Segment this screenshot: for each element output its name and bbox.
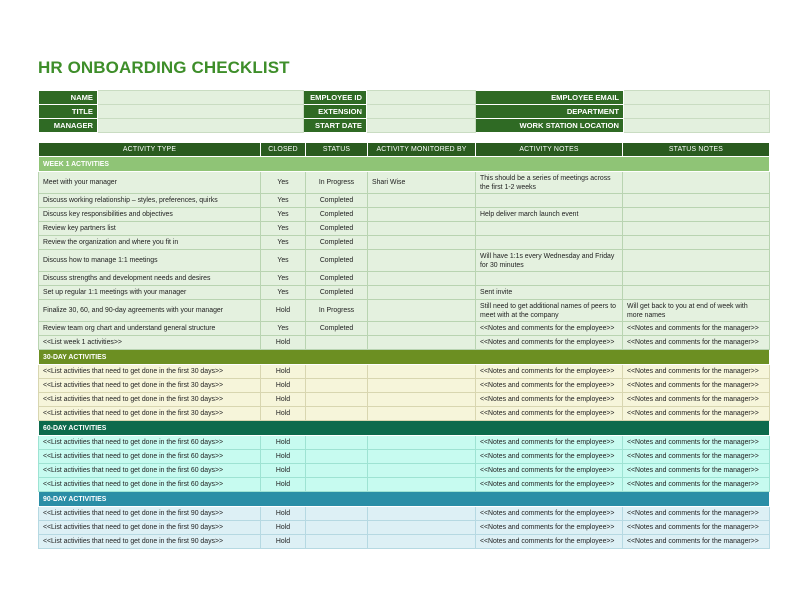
status-cell[interactable]: Completed [306, 272, 368, 286]
activity-notes-cell[interactable]: <<Notes and comments for the employee>> [476, 393, 623, 407]
table-row [39, 535, 770, 549]
status-notes-cell[interactable] [623, 222, 770, 236]
status-notes-cell[interactable]: <<Notes and comments for the manager>> [623, 521, 770, 535]
table-row [39, 300, 770, 322]
status-notes-cell[interactable] [623, 286, 770, 300]
table-row [39, 450, 770, 464]
status-cell[interactable] [306, 464, 368, 478]
activity-notes-cell[interactable]: <<Notes and comments for the employee>> [476, 478, 623, 492]
closed-cell[interactable]: Hold [261, 436, 306, 450]
closed-cell[interactable]: Hold [261, 300, 306, 322]
status-cell[interactable]: Completed [306, 222, 368, 236]
status-cell[interactable]: Completed [306, 208, 368, 222]
monitored-by-cell[interactable] [368, 300, 476, 322]
activity-cell[interactable]: Review team org chart and understand general structure [39, 322, 261, 336]
closed-cell[interactable]: Yes [261, 194, 306, 208]
status-notes-cell[interactable] [623, 172, 770, 194]
activity-cell[interactable]: Discuss working relationship – styles, preferences, quirks [39, 194, 261, 208]
status-notes-cell[interactable]: <<Notes and comments for the manager>> [623, 436, 770, 450]
activity-table [38, 142, 770, 549]
status-cell[interactable]: In Progress [306, 300, 368, 322]
status-notes-cell[interactable]: <<Notes and comments for the manager>> [623, 365, 770, 379]
table-row [39, 250, 770, 272]
table-row [39, 436, 770, 450]
monitored-by-cell[interactable] [368, 436, 476, 450]
closed-cell[interactable]: Hold [261, 336, 306, 350]
table-row [39, 236, 770, 250]
status-notes-cell[interactable]: <<Notes and comments for the manager>> [623, 535, 770, 549]
page-title: HR ONBOARDING CHECKLIST [38, 58, 290, 77]
table-row [39, 507, 770, 521]
table-row [39, 286, 770, 300]
table-row [39, 478, 770, 492]
activity-cell[interactable]: Discuss key responsibilities and objectives [39, 208, 261, 222]
closed-cell[interactable]: Hold [261, 379, 306, 393]
manager-field[interactable] [98, 119, 304, 133]
status-notes-cell[interactable]: <<Notes and comments for the manager>> [623, 478, 770, 492]
activity-notes-cell[interactable]: Will have 1:1s every Wednesday and Friday for 30 minutes [476, 250, 623, 272]
start-date-field[interactable] [367, 119, 476, 133]
activity-cell[interactable]: Review the organization and where you fit in [39, 236, 261, 250]
activity-cell[interactable]: <<List activities that need to get done in the first 90 days>> [39, 535, 261, 549]
activity-cell[interactable]: <<List activities that need to get done in the first 30 days>> [39, 407, 261, 421]
activity-notes-cell[interactable]: This should be a series of meetings across the first 1-2 weeks [476, 172, 623, 194]
status-cell[interactable] [306, 436, 368, 450]
status-cell[interactable] [306, 407, 368, 421]
table-row [39, 272, 770, 286]
activity-notes-cell[interactable] [476, 236, 623, 250]
activity-cell[interactable]: Finalize 30, 60, and 90-day agreements with your manager [39, 300, 261, 322]
closed-cell[interactable]: Hold [261, 464, 306, 478]
employee-email-field[interactable] [624, 91, 770, 105]
status-notes-cell[interactable]: <<Notes and comments for the manager>> [623, 393, 770, 407]
status-notes-cell[interactable]: Will get back to you at end of week with more names [623, 300, 770, 322]
status-cell[interactable] [306, 478, 368, 492]
col-status-notes: STATUS NOTES [623, 143, 770, 157]
title-label: TITLE [39, 105, 98, 119]
activity-cell[interactable]: <<List activities that need to get done in the first 60 days>> [39, 450, 261, 464]
activity-notes-cell[interactable] [476, 194, 623, 208]
activity-cell[interactable]: Review key partners list [39, 222, 261, 236]
activity-notes-cell[interactable]: <<Notes and comments for the employee>> [476, 464, 623, 478]
manager-label: MANAGER [39, 119, 98, 133]
col-closed: CLOSED [261, 143, 306, 157]
monitored-by-cell[interactable]: Shari Wise [368, 172, 476, 194]
status-notes-cell[interactable] [623, 250, 770, 272]
start-date-label: START DATE [304, 119, 367, 133]
name-label: NAME [39, 91, 98, 105]
status-cell[interactable] [306, 393, 368, 407]
col-activity-type: ACTIVITY TYPE [39, 143, 261, 157]
table-body [39, 157, 770, 549]
employee-info-grid [38, 90, 770, 133]
status-cell[interactable] [306, 379, 368, 393]
section-header [39, 421, 770, 436]
monitored-by-cell[interactable] [368, 336, 476, 350]
activity-notes-cell[interactable]: <<Notes and comments for the employee>> [476, 365, 623, 379]
activity-cell[interactable]: <<List activities that need to get done in the first 90 days>> [39, 521, 261, 535]
monitored-by-cell[interactable] [368, 464, 476, 478]
extension-field[interactable] [367, 105, 476, 119]
col-activity-notes: ACTIVITY NOTES [476, 143, 623, 157]
table-row [39, 393, 770, 407]
closed-cell[interactable]: Yes [261, 222, 306, 236]
status-notes-cell[interactable]: <<Notes and comments for the manager>> [623, 407, 770, 421]
closed-cell[interactable]: Yes [261, 286, 306, 300]
activity-cell[interactable]: <<List activities that need to get done in the first 90 days>> [39, 507, 261, 521]
status-notes-cell[interactable]: <<Notes and comments for the manager>> [623, 464, 770, 478]
department-field[interactable] [624, 105, 770, 119]
closed-cell[interactable]: Hold [261, 365, 306, 379]
table-row [39, 172, 770, 194]
monitored-by-cell[interactable] [368, 379, 476, 393]
closed-cell[interactable]: Hold [261, 535, 306, 549]
status-cell[interactable]: In Progress [306, 172, 368, 194]
activity-cell[interactable]: <<List activities that need to get done in the first 30 days>> [39, 393, 261, 407]
status-notes-cell[interactable] [623, 208, 770, 222]
closed-cell[interactable]: Hold [261, 507, 306, 521]
activity-notes-cell[interactable]: <<Notes and comments for the employee>> [476, 507, 623, 521]
monitored-by-cell[interactable] [368, 272, 476, 286]
activity-cell[interactable]: <<List activities that need to get done in the first 60 days>> [39, 436, 261, 450]
status-cell[interactable] [306, 535, 368, 549]
department-label: DEPARTMENT [476, 105, 624, 119]
section-header [39, 157, 770, 172]
table-row [39, 194, 770, 208]
closed-cell[interactable]: Yes [261, 236, 306, 250]
monitored-by-cell[interactable] [368, 393, 476, 407]
work-station-label: WORK STATION LOCATION [476, 119, 624, 133]
status-cell[interactable] [306, 521, 368, 535]
employee-email-label: EMPLOYEE EMAIL [476, 91, 624, 105]
activity-notes-cell[interactable]: <<Notes and comments for the employee>> [476, 535, 623, 549]
monitored-by-cell[interactable] [368, 507, 476, 521]
monitored-by-cell[interactable] [368, 236, 476, 250]
monitored-by-cell[interactable] [368, 450, 476, 464]
activity-cell[interactable]: <<List activities that need to get done in the first 60 days>> [39, 464, 261, 478]
activity-cell[interactable]: Meet with your manager [39, 172, 261, 194]
status-notes-cell[interactable]: <<Notes and comments for the manager>> [623, 450, 770, 464]
status-notes-cell[interactable]: <<Notes and comments for the manager>> [623, 322, 770, 336]
table-row [39, 379, 770, 393]
closed-cell[interactable]: Hold [261, 521, 306, 535]
table-row [39, 208, 770, 222]
extension-label: EXTENSION [304, 105, 367, 119]
section-title: 60-DAY ACTIVITIES [39, 421, 770, 436]
monitored-by-cell[interactable] [368, 365, 476, 379]
section-title: WEEK 1 ACTIVITIES [39, 157, 770, 172]
closed-cell[interactable]: Hold [261, 478, 306, 492]
monitored-by-cell[interactable] [368, 478, 476, 492]
status-cell[interactable]: Completed [306, 236, 368, 250]
activity-cell[interactable]: Discuss how to manage 1:1 meetings [39, 250, 261, 272]
status-cell[interactable] [306, 365, 368, 379]
status-cell[interactable] [306, 450, 368, 464]
closed-cell[interactable]: Yes [261, 172, 306, 194]
col-activity-monitored-by: ACTIVITY MONITORED BY [368, 143, 476, 157]
status-cell[interactable]: Completed [306, 322, 368, 336]
closed-cell[interactable]: Yes [261, 250, 306, 272]
activity-cell[interactable]: <<List activities that need to get done in the first 60 days>> [39, 478, 261, 492]
monitored-by-cell[interactable] [368, 535, 476, 549]
monitored-by-cell[interactable] [368, 322, 476, 336]
status-notes-cell[interactable] [623, 272, 770, 286]
col-status: STATUS [306, 143, 368, 157]
monitored-by-cell[interactable] [368, 407, 476, 421]
activity-notes-cell[interactable] [476, 222, 623, 236]
activity-cell[interactable]: <<List activities that need to get done in the first 30 days>> [39, 365, 261, 379]
activity-notes-cell[interactable] [476, 272, 623, 286]
activity-notes-cell[interactable]: <<Notes and comments for the employee>> [476, 436, 623, 450]
closed-cell[interactable]: Hold [261, 450, 306, 464]
status-cell[interactable] [306, 507, 368, 521]
monitored-by-cell[interactable] [368, 521, 476, 535]
table-row [39, 464, 770, 478]
status-cell[interactable] [306, 336, 368, 350]
employee-id-label: EMPLOYEE ID [304, 91, 367, 105]
activity-notes-cell[interactable]: Still need to get additional names of peers to meet with at the company [476, 300, 623, 322]
activity-notes-cell[interactable]: <<Notes and comments for the employee>> [476, 521, 623, 535]
employee-id-field[interactable] [367, 91, 476, 105]
section-header [39, 492, 770, 507]
monitored-by-cell[interactable] [368, 250, 476, 272]
status-cell[interactable]: Completed [306, 250, 368, 272]
table-row [39, 336, 770, 350]
title-field[interactable] [98, 105, 304, 119]
table-row [39, 407, 770, 421]
closed-cell[interactable]: Yes [261, 272, 306, 286]
status-cell[interactable]: Completed [306, 194, 368, 208]
table-row [39, 521, 770, 535]
table-row [39, 222, 770, 236]
closed-cell[interactable]: Hold [261, 393, 306, 407]
work-station-field[interactable] [624, 119, 770, 133]
closed-cell[interactable]: Hold [261, 407, 306, 421]
activity-cell[interactable]: Set up regular 1:1 meetings with your manager [39, 286, 261, 300]
activity-notes-cell[interactable]: <<Notes and comments for the employee>> [476, 379, 623, 393]
status-cell[interactable]: Completed [306, 286, 368, 300]
activity-notes-cell[interactable]: Sent invite [476, 286, 623, 300]
closed-cell[interactable]: Yes [261, 208, 306, 222]
activity-cell[interactable]: <<List activities that need to get done in the first 30 days>> [39, 379, 261, 393]
monitored-by-cell[interactable] [368, 286, 476, 300]
monitored-by-cell[interactable] [368, 222, 476, 236]
section-title: 30-DAY ACTIVITIES [39, 350, 770, 365]
table-row [39, 322, 770, 336]
activity-cell[interactable]: Discuss strengths and development needs and desires [39, 272, 261, 286]
monitored-by-cell[interactable] [368, 194, 476, 208]
closed-cell[interactable]: Yes [261, 322, 306, 336]
status-notes-cell[interactable]: <<Notes and comments for the manager>> [623, 336, 770, 350]
monitored-by-cell[interactable] [368, 208, 476, 222]
activity-notes-cell[interactable]: <<Notes and comments for the employee>> [476, 407, 623, 421]
status-notes-cell[interactable]: <<Notes and comments for the manager>> [623, 379, 770, 393]
name-field[interactable] [98, 91, 304, 105]
status-notes-cell[interactable]: <<Notes and comments for the manager>> [623, 507, 770, 521]
section-header [39, 350, 770, 365]
status-notes-cell[interactable] [623, 194, 770, 208]
activity-notes-cell[interactable]: <<Notes and comments for the employee>> [476, 322, 623, 336]
activity-notes-cell[interactable]: Help deliver march launch event [476, 208, 623, 222]
table-header [39, 143, 770, 157]
table-row [39, 365, 770, 379]
activity-notes-cell[interactable]: <<Notes and comments for the employee>> [476, 336, 623, 350]
activity-cell[interactable]: <<List week 1 activities>> [39, 336, 261, 350]
section-title: 90-DAY ACTIVITIES [39, 492, 770, 507]
status-notes-cell[interactable] [623, 236, 770, 250]
activity-notes-cell[interactable]: <<Notes and comments for the employee>> [476, 450, 623, 464]
